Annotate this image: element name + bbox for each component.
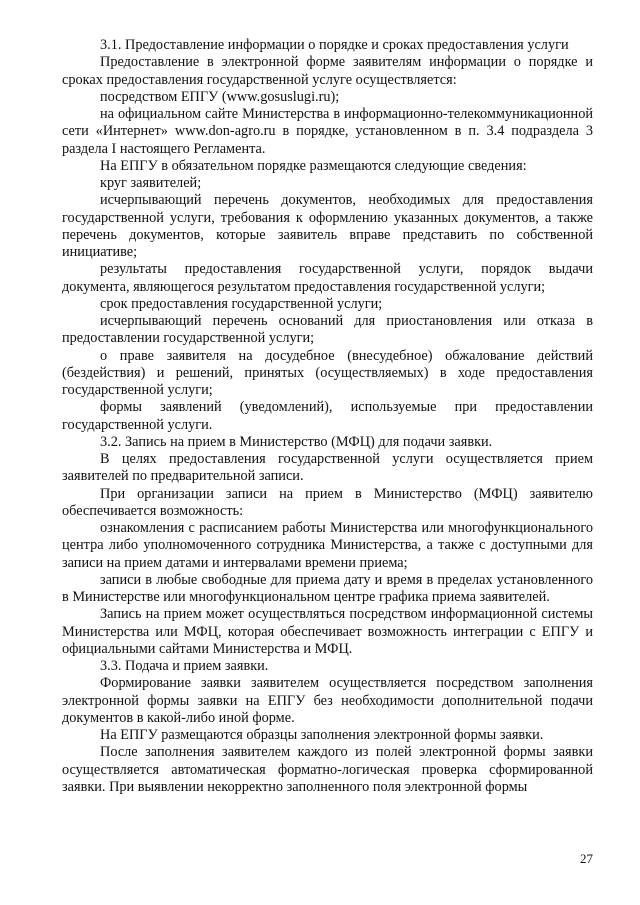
paragraph: записи в любые свободные для приема дату и время в пределах установленного в Министерстве или многофункциональном центре графика приема заявителей. <box>62 571 593 605</box>
paragraph: 3.3. Подача и прием заявки. <box>100 658 269 674</box>
paragraph: Формирование заявки заявителем осуществляется посредством заполнения электронной формы заявки на ЕПГУ без необходимости дополнительной подачи документов в какой-либо иной форме. <box>62 675 593 726</box>
paragraph: На ЕПГУ в обязательном порядке размещаются следующие сведения: <box>100 157 527 174</box>
paragraph: на официальном сайте Министерства в информационно-телекоммуникационной сети «Интернет» www.don-agro.ru в порядке, установленном в п. 3.4 подраздела 3 раздела I настоящего Регламента. <box>62 106 593 157</box>
paragraph: круг заявителей; <box>100 175 202 191</box>
paragraph: При организации записи на прием в Министерство (МФЦ) заявителю обеспечивается возможность: <box>62 485 593 519</box>
paragraph: формы заявлений (уведомлений), используемые при предоставлении государственной услуги. <box>62 399 593 433</box>
paragraph: посредством ЕПГУ (www.gosuslugi.ru); <box>100 88 340 105</box>
paragraph: результаты предоставления государственной услуги, порядок выдачи документа, являющегося результатом предоставления государственной услуги; <box>62 261 593 295</box>
paragraph: срок предоставления государственной услуги; <box>100 295 383 312</box>
paragraph: о праве заявителя на досудебное (внесудебное) обжалование действий (бездействия) и решений, принятых (осуществляемых) в ходе предоставления государственной услуги; <box>62 347 593 398</box>
paragraph: исчерпывающий перечень оснований для приостановления или отказа в предоставлении государственной услуги; <box>62 313 593 347</box>
paragraph: Предоставление в электронной форме заявителям информации о порядке и сроках предоставления государственной услуге осуществляется: <box>62 54 593 88</box>
paragraph: После заполнения заявителем каждого из полей электронной формы заявки осуществляется автоматическая форматно-логическая проверка сформированной заявки. При выявлении некорректно заполненного поля электронной формы <box>62 744 593 795</box>
paragraph: Запись на прием может осуществляться посредством информационной системы Министерства или МФЦ, которая обеспечивает возможность интеграции с ЕПГУ и официальными сайтами Министерства и МФЦ. <box>62 606 593 657</box>
document-body <box>62 37 593 796</box>
paragraph: 3.1. Предоставление информации о порядке и сроках предоставления услуги <box>100 37 569 53</box>
paragraph: ознакомления с расписанием работы Министерства или многофункционального центра либо уполномоченного сотрудника Министерства, а также с доступными для записи на прием датами и интервалами времени приема; <box>62 520 593 571</box>
paragraph: В целях предоставления государственной услуги осуществляется прием заявителей по предварительной записи. <box>62 451 593 485</box>
paragraph: исчерпывающий перечень документов, необходимых для предоставления государственной услуги, требования к оформлению указанных документов, а также перечень документов, которые заявитель вправе представить по собственной инициативе; <box>62 192 593 260</box>
paragraph: На ЕПГУ размещаются образцы заполнения электронной формы заявки. <box>100 727 544 743</box>
paragraph: 3.2. Запись на прием в Министерство (МФЦ) для подачи заявки. <box>100 433 493 450</box>
page-number: 27 <box>580 851 593 866</box>
